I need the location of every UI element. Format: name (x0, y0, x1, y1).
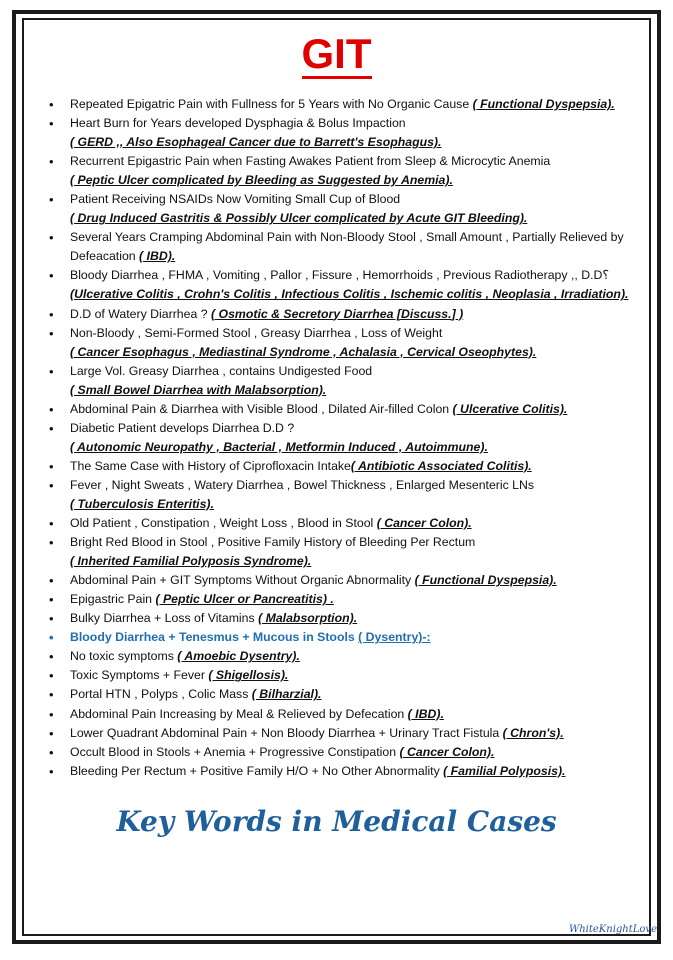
list-item: • Non-Bloody , Semi-Formed Stool , Greasy Diarrhea , Loss of Weight ( Cancer Esophagus , Mediastinal Syndrome , Achalasia , Cervical Oseophytes). (47, 324, 647, 362)
list-item: • Abdominal Pain + GIT Symptoms Without Organic Abnormality ( Functional Dyspepsia). (47, 571, 647, 590)
list-item: • Several Years Cramping Abdominal Pain with Non-Bloody Stool , Small Amount , Partially Relieved by Defeacation ( IBD). (47, 228, 647, 266)
list-item: • Old Patient , Constipation , Weight Loss , Blood in Stool ( Cancer Colon). (47, 514, 647, 533)
list-item: • No toxic symptoms ( Amoebic Dysentry). (47, 647, 647, 666)
list-item: • Lower Quadrant Abdominal Pain + Non Bloody Diarrhea + Urinary Tract Fistula ( Chron's). (47, 724, 647, 743)
list-item: • Bright Red Blood in Stool , Positive Family History of Bleeding Per Rectum ( Inherited Familial Polyposis Syndrome). (47, 533, 647, 571)
list-item-highlighted: • Bloody Diarrhea + Tenesmus + Mucous in Stools ( Dysentry)-: (47, 628, 647, 647)
list-item: • Toxic Symptoms + Fever ( Shigellosis). (47, 666, 647, 685)
list-item: • Bleeding Per Rectum + Positive Family H/O + No Other Abnormality ( Familial Polyposis). (47, 762, 647, 781)
list-item: • Abdominal Pain & Diarrhea with Visible Blood , Dilated Air-filled Colon ( Ulcerative Colitis). (47, 400, 647, 419)
list-item: • Large Vol. Greasy Diarrhea , contains Undigested Food ( Small Bowel Diarrhea with Malabsorption). (47, 362, 647, 400)
list-item: • Fever , Night Sweats , Watery Diarrhea , Bowel Thickness , Enlarged Mesenteric LNs ( Tuberculosis Enteritis). (47, 476, 647, 514)
signature-watermark: WhiteKnightLove (568, 924, 657, 935)
list-item: • Bulky Diarrhea + Loss of Vitamins ( Malabsorption). (47, 609, 647, 628)
list-item: • Repeated Epigatric Pain with Fullness for 5 Years with No Organic Cause ( Functional Dyspepsia). (47, 95, 647, 114)
list-item: • D.D of Watery Diarrhea ? ( Osmotic & Secretory Diarrhea [Discuss.] ) (47, 305, 647, 324)
list-item: • The Same Case with History of Ciprofloxacin Intake( Antibiotic Associated Colitis). (47, 457, 647, 476)
page-title: GIT (0, 30, 673, 79)
list-item: • Occult Blood in Stools + Anemia + Progressive Constipation ( Cancer Colon). (47, 743, 647, 762)
list-item: • Heart Burn for Years developed Dysphagia & Bolus Impaction ( GERD ,, Also Esophageal Cancer due to Barrett's Esophagus). (47, 114, 647, 152)
list-item: • Portal HTN , Polyps , Colic Mass ( Bilharzial). (47, 685, 647, 704)
footer-heading: Key Words in Medical Cases (116, 805, 557, 838)
list-item: • Patient Receiving NSAIDs Now Vomiting Small Cup of Blood ( Drug Induced Gastritis & Possibly Ulcer complicated by Acute GIT Bleeding). (47, 190, 647, 228)
list-item: • Epigastric Pain ( Peptic Ulcer or Pancreatitis) . (47, 590, 647, 609)
list-item: • Diabetic Patient develops Diarrhea D.D ? ( Autonomic Neuropathy , Bacterial , Metformin Induced , Autoimmune). (47, 419, 647, 457)
list-item: • Bloody Diarrhea , FHMA , Vomiting , Pallor , Fissure , Hemorrhoids , Previous Radiotherapy ,, D.D؟ (Ulcerative Colitis , Crohn's Colitis , Infectious Colitis , Ischemic colitis , Neoplasia , Irradiation). (47, 266, 647, 304)
list-item: • Recurrent Epigastric Pain when Fasting Awakes Patient from Sleep & Microcytic Anemia ( Peptic Ulcer complicated by Bleeding as Suggested by Anemia). (47, 152, 647, 190)
list-item: • Abdominal Pain Increasing by Meal & Relieved by Defecation ( IBD). (47, 705, 647, 724)
case-list (47, 95, 647, 781)
